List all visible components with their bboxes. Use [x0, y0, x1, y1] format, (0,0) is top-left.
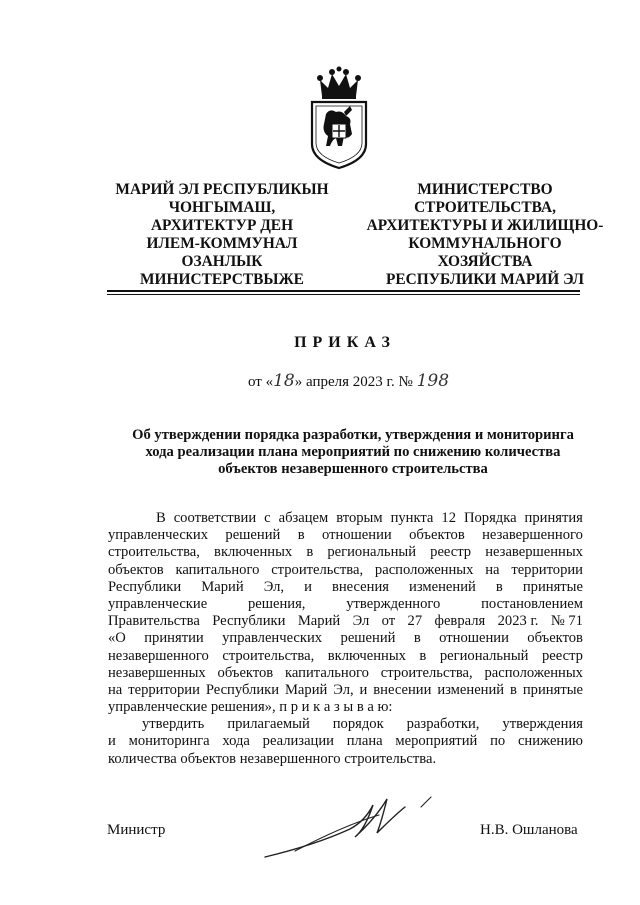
body-word: отношении — [321, 527, 392, 544]
body-word: расположенных — [374, 561, 474, 578]
coat-of-arms-emblem — [306, 66, 372, 170]
body-line — [108, 630, 583, 647]
handwritten-order-number: 198 — [416, 371, 450, 391]
body-word: строительства, — [108, 544, 200, 561]
body-word: утвержденного — [346, 595, 441, 612]
body-word: строительства, — [271, 561, 364, 578]
body-word: прилагаемый — [227, 716, 310, 733]
body-word: управленческих — [222, 630, 323, 647]
body-word: изменений — [409, 578, 476, 595]
header-right-line: РЕСПУБЛИКИ МАРИЙ ЭЛ — [385, 271, 585, 288]
body-word: объектов — [527, 630, 583, 647]
date-prefix: от « — [248, 374, 274, 390]
body-word: Эл — [352, 613, 370, 630]
body-word: Марий — [201, 578, 244, 595]
body-word: реализации — [262, 733, 334, 750]
body-line — [108, 665, 583, 682]
body-word: решения, — [247, 595, 306, 612]
body-word: утвердить — [142, 716, 205, 733]
body-word: принятии — [144, 630, 204, 647]
body-word: в — [306, 544, 314, 561]
header-right-line: ХОЗЯЙСТВА — [437, 253, 533, 270]
body-word: внесении — [373, 681, 432, 698]
body-word: и — [304, 578, 312, 595]
body-word: пункта — [390, 510, 434, 526]
body-word: в — [419, 647, 427, 664]
subject-line: объектов незавершенного строительства — [218, 461, 488, 477]
body-word: капитального — [175, 561, 260, 578]
body-word: утверждения — [502, 716, 583, 733]
subject-line: Об утверждении порядка разработки, утверждения и мониторинга — [132, 427, 574, 443]
body-word: Республики — [205, 681, 280, 698]
body-word: принятые — [522, 681, 583, 698]
body-word: незавершенных — [485, 544, 583, 561]
body-word: абзацем — [278, 510, 329, 526]
body-word: внесения — [331, 578, 389, 595]
body-word: от — [381, 613, 396, 630]
body-word: Эл, — [263, 578, 285, 595]
header-left-line: АРХИТЕКТУР ДЕН — [150, 217, 294, 234]
body-word: региональный — [327, 544, 417, 561]
body-word: включенных — [327, 647, 406, 664]
body-word: в — [510, 681, 517, 698]
body-word: в — [495, 578, 503, 595]
body-word: объектов — [217, 664, 274, 681]
body-word: постановлением — [481, 595, 583, 612]
body-word: реестр — [541, 647, 583, 664]
body-word: объектов — [108, 561, 164, 578]
body-word: 2023 г. — [497, 613, 539, 630]
body-line — [108, 699, 583, 716]
body-word: Марий — [284, 681, 328, 698]
body-word: февраля — [434, 613, 486, 630]
body-line — [108, 613, 583, 630]
body-line — [108, 527, 583, 544]
body-word: снижению — [517, 733, 583, 750]
body-word: соответствии — [173, 510, 257, 526]
body-word: управленческих — [108, 527, 209, 544]
handwritten-signature — [255, 785, 445, 865]
order-body-text — [108, 510, 583, 768]
crown-icon — [317, 67, 361, 100]
header-right-line: АРХИТЕКТУРЫ И ЖИЛИЩНО- — [366, 217, 604, 234]
signatory-name: Н.В. Ошланова — [480, 822, 578, 838]
header-right-line: КОММУНАЛЬНОГО — [408, 235, 562, 252]
subject-line: хода реализации плана мероприятий по снижению количества — [145, 444, 561, 460]
body-line — [108, 716, 583, 733]
body-line — [108, 648, 583, 665]
header-right-russian — [345, 181, 625, 289]
body-word: капитального — [285, 664, 369, 681]
body-line — [108, 596, 583, 613]
body-word: строительства, — [222, 647, 315, 664]
body-word: территории — [511, 561, 583, 578]
body-line — [108, 579, 583, 596]
signatory-title: Министр — [107, 822, 166, 838]
header-left-line: МИНИСТЕРСТВЫЖЕ — [140, 271, 304, 288]
body-word: на — [108, 681, 123, 698]
date-middle: » апреля 2023 г. № — [294, 374, 413, 390]
body-word: принятия — [524, 510, 583, 526]
body-word: 12 — [441, 510, 456, 526]
document-title: ПРИКАЗ — [294, 334, 396, 351]
header-right-line: СТРОИТЕЛЬСТВА, — [414, 199, 556, 216]
order-date-line — [248, 371, 449, 391]
body-word: отношении — [439, 630, 509, 647]
handwritten-day: 18 — [273, 371, 295, 391]
body-word: количества объектов незавершенного строительства. — [108, 750, 437, 767]
body-word: Марий — [297, 613, 341, 630]
body-word: по — [490, 733, 506, 750]
body-word: принятые — [522, 578, 583, 595]
body-word: «О — [108, 630, 126, 647]
body-word: хода — [222, 733, 250, 750]
body-line — [108, 544, 583, 561]
body-word: мероприятий — [395, 733, 478, 750]
body-word: Эл, — [333, 681, 354, 698]
body-word: разработки, — [406, 716, 480, 733]
body-word: № 71 — [550, 613, 583, 630]
body-word: мониторинга — [128, 733, 210, 750]
header-left-mari — [92, 181, 352, 289]
body-word: Правительства — [108, 613, 200, 630]
body-word: незавершенного — [482, 527, 583, 544]
body-word: Республики — [108, 578, 182, 595]
header-left-line: МАРИЙ ЭЛ РЕСПУБЛИКЫН — [115, 181, 329, 198]
body-word: незавершенных — [108, 664, 206, 681]
body-word: строительства, — [380, 664, 473, 681]
body-word: расположенных — [484, 664, 583, 681]
body-word: незавершенного — [108, 647, 209, 664]
body-line — [108, 733, 583, 750]
body-word: территории — [128, 681, 200, 698]
body-line — [108, 751, 583, 768]
body-word: на — [485, 561, 500, 578]
body-word: В — [156, 510, 166, 526]
body-word: Республики — [212, 613, 286, 630]
body-word: решений — [340, 630, 396, 647]
body-word: и — [108, 733, 116, 750]
header-left-line: ОЗАНЛЫК — [181, 253, 263, 270]
header-left-line: ИЛЕМ-КОММУНАЛ — [146, 235, 298, 252]
body-word: включенных — [214, 544, 293, 561]
body-word: порядок — [332, 716, 384, 733]
body-word: плана — [346, 733, 383, 750]
body-word: управленческие решения», п р и к а з ы в а ю: — [108, 699, 393, 716]
body-word: объектов — [409, 527, 465, 544]
body-line — [108, 682, 583, 699]
body-word: в — [413, 630, 421, 647]
body-word: вторым — [336, 510, 383, 526]
body-word: управленческие — [108, 595, 208, 612]
header-left-line: ЧОНГЫМАШ, — [168, 199, 276, 216]
order-subject — [108, 427, 598, 478]
body-word: в — [297, 527, 305, 544]
body-word: реестр — [430, 544, 472, 561]
body-line — [108, 510, 583, 527]
body-word: решений — [225, 527, 281, 544]
body-word: изменений — [437, 681, 505, 698]
header-divider-thick — [107, 290, 580, 292]
body-line — [108, 562, 583, 579]
body-word: Порядка — [463, 510, 517, 526]
header-divider-thin — [107, 294, 580, 295]
header-right-line: МИНИСТЕРСТВО — [417, 181, 553, 198]
body-word: 27 — [407, 613, 423, 630]
body-word: региональный — [439, 647, 529, 664]
body-word: и — [359, 681, 368, 698]
body-word: с — [264, 510, 271, 526]
